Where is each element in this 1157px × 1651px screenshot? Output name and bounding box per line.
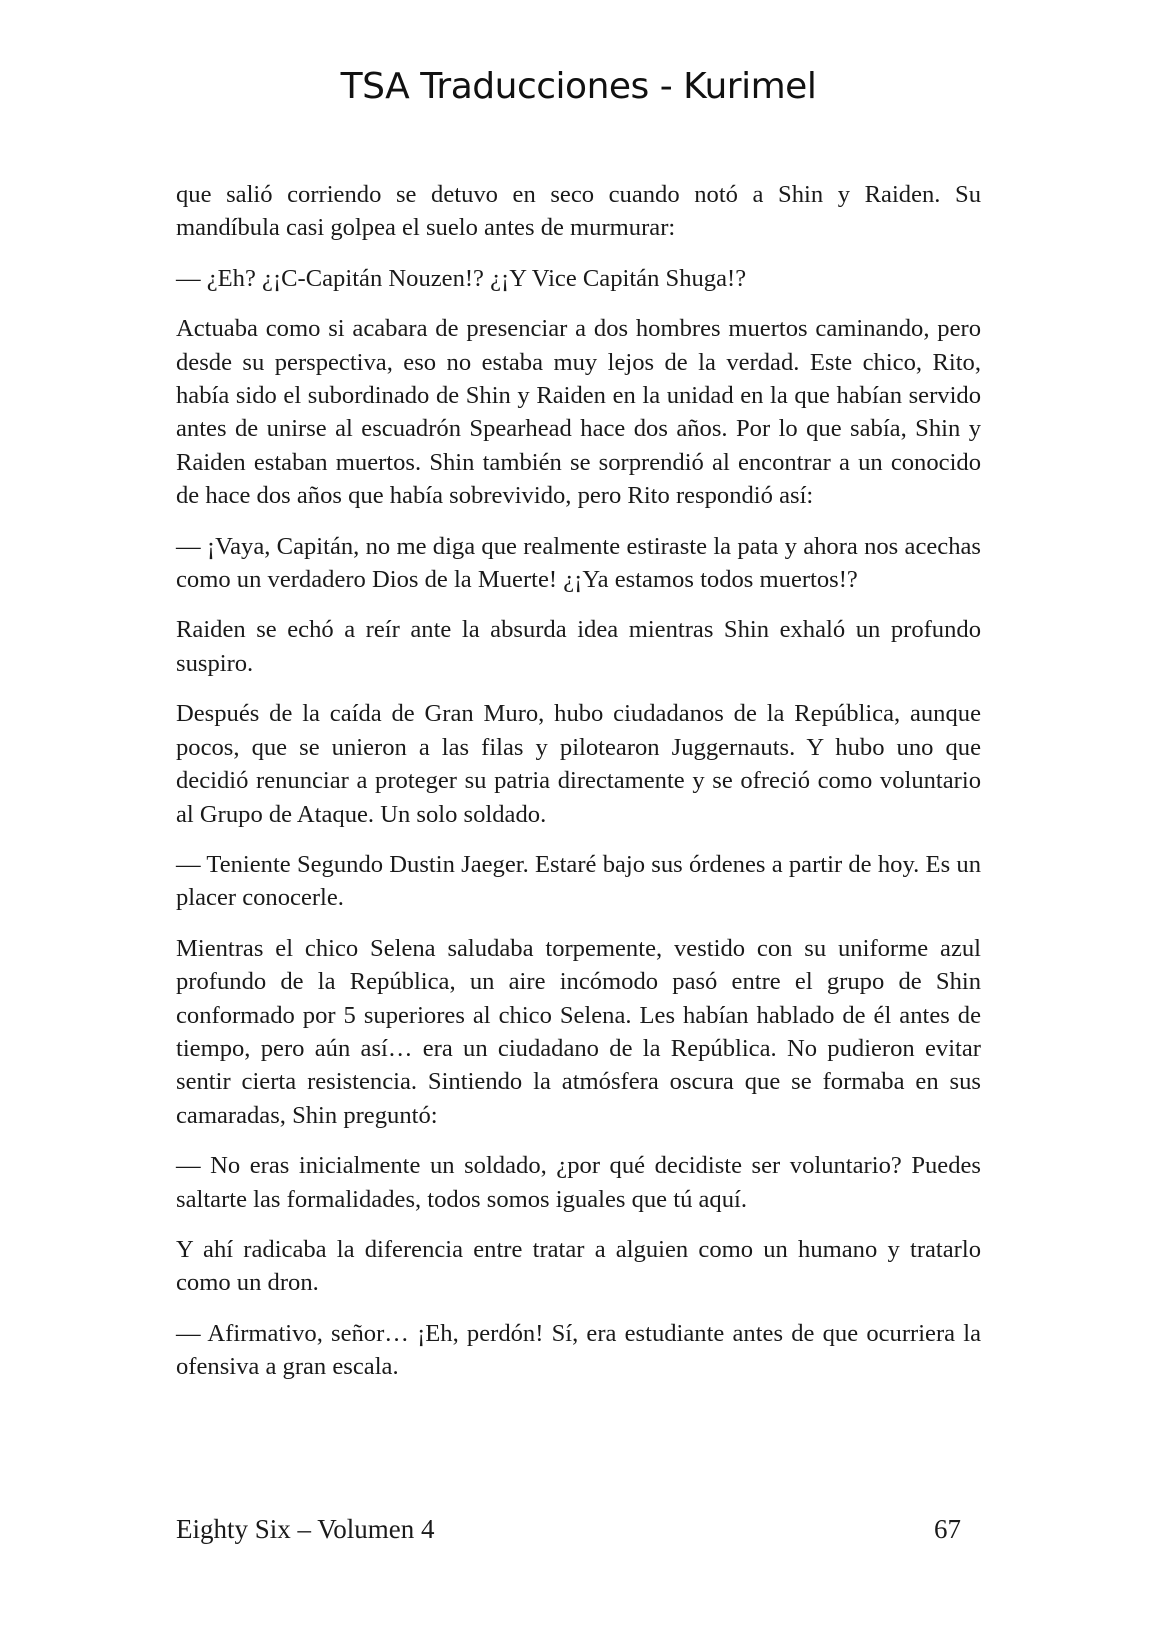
page-footer xyxy=(176,1514,961,1545)
dialogue-paragraph: — Afirmativo, señor… ¡Eh, perdón! Sí, era estudiante antes de que ocurriera la ofensiva a gran escala. xyxy=(176,1319,981,1381)
paragraph: Mientras el chico Selena saludaba torpemente, vestido con su uniforme azul profundo de la República, un aire incómodo pasó entre el grupo de Shin conformado por 5 superiores al chico Selena. Les habían hablado de él antes de tiempo, pero aún así… era un ciudadano de la República. No pudieron evitar sentir cierta resistencia. Sintiendo la atmósfera oscura que se formaba en sus camaradas, Shin preguntó: xyxy=(176,934,981,1129)
paragraph: Después de la caída de Gran Muro, hubo ciudadanos de la República, aunque pocos, que se unieron a las filas y pilotearon Juggernauts. Y hubo uno que decidió renunciar a proteger su patria directamente y se ofreció como voluntario al Grupo de Ataque. Un solo soldado. xyxy=(176,700,981,828)
dialogue-paragraph: — Teniente Segundo Dustin Jaeger. Estaré bajo sus órdenes a partir de hoy. Es un placer conocerle. xyxy=(176,850,981,912)
footer-page-number: 67 xyxy=(934,1514,961,1544)
dialogue-paragraph: — ¡Vaya, Capitán, no me diga que realmente estiraste la pata y ahora nos acechas como un verdadero Dios de la Muerte! ¿¡Ya estamos todos muertos!? xyxy=(176,532,981,594)
paragraph: Raiden se echó a reír ante la absurda idea mientras Shin exhaló un profundo suspiro. xyxy=(176,616,981,677)
page-header-title: TSA Traducciones - Kurimel xyxy=(340,66,817,107)
footer-book-title: Eighty Six – Volumen 4 xyxy=(176,1514,435,1544)
paragraph: que salió corriendo se detuvo en seco cuando notó a Shin y Raiden. Su mandíbula casi golpea el suelo antes de murmurar: xyxy=(176,181,981,242)
dialogue-paragraph: — No eras inicialmente un soldado, ¿por qué decidiste ser voluntario? Puedes saltarte las formalidades, todos somos iguales que tú aquí. xyxy=(176,1152,981,1213)
paragraph: Actuaba como si acabara de presenciar a dos hombres muertos caminando, pero desde su perspectiva, eso no estaba muy lejos de la verdad. Este chico, Rito, había sido el subordinado de Shin y Raiden en la unidad en la que habían servido antes de unirse al escuadrón Spearhead hace dos años. Por lo que sabía, Shin y Raiden estaban muertos. Shin también se sorprendió al encontrar a un conocido de hace dos años que había sobrevivido, pero Rito respondió así: xyxy=(176,315,981,510)
page-body xyxy=(176,178,981,1401)
paragraph: Y ahí radicaba la diferencia entre tratar a alguien como un humano y tratarlo como un dron. xyxy=(176,1235,981,1297)
dialogue-paragraph: — ¿Eh? ¿¡C-Capitán Nouzen!? ¿¡Y Vice Capitán Shuga!? xyxy=(176,264,747,292)
